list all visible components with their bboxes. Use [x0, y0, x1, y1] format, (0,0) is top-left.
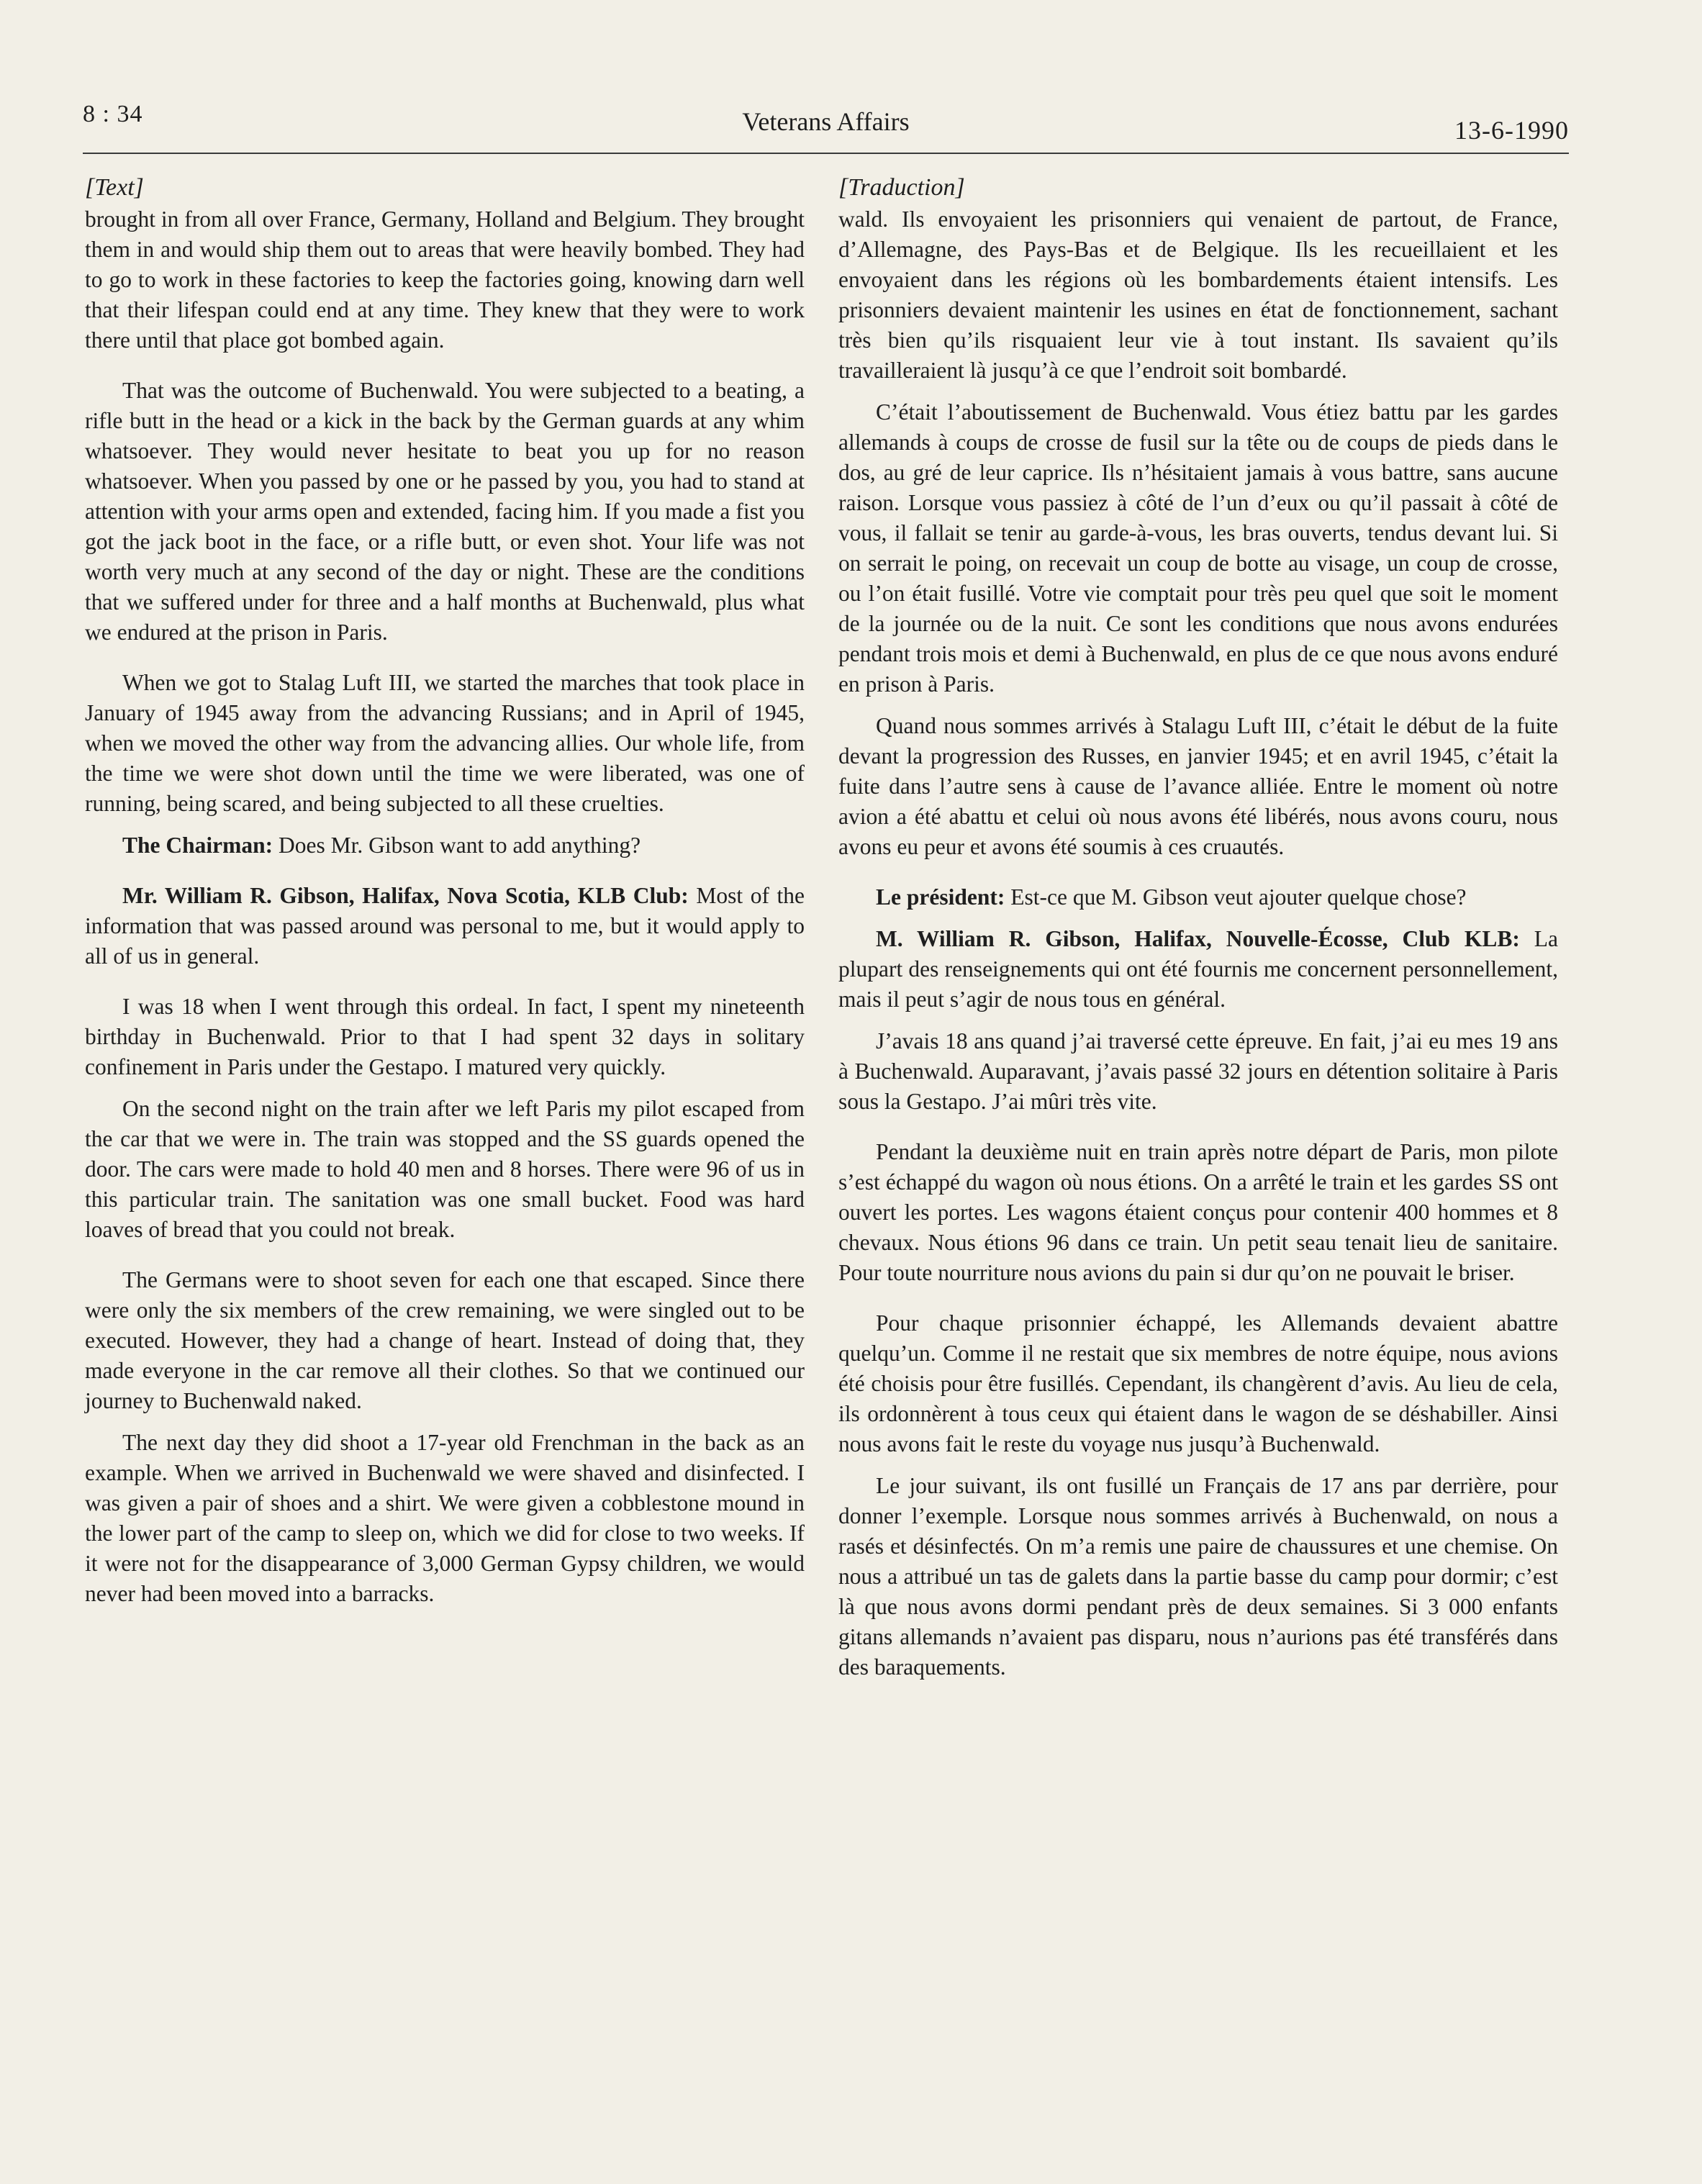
header-rule [83, 153, 1569, 154]
page-number: 8 : 34 [83, 101, 143, 127]
paragraph: I was 18 when I went through this ordeal. In fact, I spent my nineteenth birthday in Buchenwald. Prior to that I had spent 32 days in solitary confinement in Paris under the Gestapo. I matured very quickly. [85, 994, 805, 1079]
chairman-statement [838, 882, 1558, 912]
text-label: [Text] [85, 174, 144, 201]
english-column [85, 173, 805, 1609]
statement-text: Most of the information that was passed around was personal to me, but it would apply to all of us in general. [85, 883, 805, 969]
gibson-statement [85, 881, 805, 971]
paragraph: C’était l’aboutissement de Buchenwald. Vous étiez battu par les gardes allemands à coups de crosse de fusil sur la tête ou de coups de pieds dans le dos, au gré de leur caprice. Ils n’hésitaient jamais à vous battre, sans aucune raison. Lorsque vous passiez à côté de l’un d’eux ou qu’il passait à côté de vous, il fallait se tenir au garde-à-vous, les bras ouverts, tendus devant lui. Si on serrait le poing, on recevait un coup de botte au visage, un coup de crosse, ou l’on était fusillé. Votre vie comptait pour très peu quel que soit le moment de la journée ou de la nuit. Ce sont les conditions que nous avons endurées pendant trois mois et demi à Buchenwald, en plus de ce que nous avons enduré en prison à Paris. [838, 399, 1558, 697]
paragraph: J’avais 18 ans quand j’ai traversé cette épreuve. En fait, j’ai eu mes 19 ans à Buchenwald. Auparavant, j’avais passé 32 jours en détention solitaire à Paris sous la Gestapo. J’ai mûri très vite. [838, 1028, 1558, 1114]
paragraph: The next day they did shoot a 17-year old Frenchman in the back as an example. When we arrived in Buchenwald we were shaved and disinfected. I was given a pair of shoes and a shirt. We were given a cobblestone mound in the lower part of the camp to sleep on, which we did for close to two weeks. If it were not for the disappearance of 3,000 German Gypsy children, we would never had been moved into a barracks. [85, 1430, 805, 1606]
paragraph: Quand nous sommes arrivés à Stalagu Luft III, c’était le début de la fuite devant la progression des Russes, en janvier 1945; et en avril 1945, c’était la fuite dans l’autre sens à cause de l’avance alliée. Entre le moment où notre avion a été abattu et celui où nous avons été libérés, nous avons couru, nous avons eu peur et avons été soumis à ces cruautés. [838, 713, 1558, 859]
speaker-name: M. William R. Gibson, Halifax, Nouvelle-Écosse, Club KLB: [876, 926, 1520, 951]
paragraph: On the second night on the train after we left Paris my pilot escaped from the car that we were in. The train was stopped and the SS guards opened the door. The cars were made to hold 40 men and 8 horses. There were 96 of us in this particular train. The sanitation was one small bucket. Food was hard loaves of bread that you could not break. [85, 1096, 805, 1242]
publication-title: Veterans Affairs [742, 107, 910, 136]
speaker-name: Mr. William R. Gibson, Halifax, Nova Scotia, KLB Club: [122, 883, 689, 908]
translation-label: [Traduction] [838, 174, 965, 201]
statement-text: Est-ce que M. Gibson veut ajouter quelque chose? [1010, 884, 1467, 910]
statement-text: Does Mr. Gibson want to add anything? [279, 833, 641, 858]
chairman-statement [85, 830, 805, 861]
speaker-name: The Chairman: [122, 833, 273, 858]
paragraph: The Germans were to shoot seven for each one that escaped. Since there were only the six members of the crew remaining, we were singled out to be executed. However, they had a change of heart. Instead of doing that, they made everyone in the car remove all their clothes. So that we continued our journey to Buchenwald naked. [85, 1267, 805, 1413]
paragraph: When we got to Stalag Luft III, we started the marches that took place in January of 1945 away from the advancing Russians; and in April of 1945, when we moved the other way from the advancing allies. Our whole life, from the time we were shot down until the time we were liberated, was one of running, being scared, and being subjected to all these cruelties. [85, 670, 805, 816]
paragraph: Pendant la deuxième nuit en train après notre départ de Paris, mon pilote s’est échappé du wagon où nous étions. On a arrêté le train et les gardes SS ont ouvert les portes. Les wagons étaient conçus pour contenir 400 hommes et 8 chevaux. Nous étions 96 dans ce train. Un petit seau tenait lieu de sanitaire. Pour toute nourriture nous avions du pain si dur qu’on ne pouvait le briser. [838, 1139, 1558, 1285]
paragraph: Pour chaque prisonnier échappé, les Allemands devaient abattre quelqu’un. Comme il ne restait que six membres de notre équipe, nous avions été choisis pour être fusillés. Cependant, ils changèrent d’avis. Au lieu de cela, ils ordonnèrent à tous ceux qui étaient dans le wagon de se déshabiller. Ainsi nous avons fait le reste du voyage nus jusqu’à Buchenwald. [838, 1310, 1558, 1456]
french-column [838, 173, 1558, 1682]
speaker-name: Le président: [876, 884, 1005, 910]
paragraph: Le jour suivant, ils ont fusillé un Français de 17 ans par derrière, pour donner l’exemple. Lorsque nous sommes arrivés à Buchenwald, on nous a rasés et désinfectés. On m’a remis une paire de chaussures et une chemise. On nous a attribué un tas de galets dans la partie basse du camp pour dormir; c’est là que nous avons dormi pendant près de deux semaines. Si 3 000 enfants gitans allemands n’avaient pas disparu, nous n’aurions pas été transférés dans des baraquements. [838, 1473, 1558, 1680]
gibson-statement [838, 924, 1558, 1015]
paragraph: That was the outcome of Buchenwald. You were subjected to a beating, a rifle butt in the head or a kick in the back by the German guards at any whim whatsoever. They would never hesitate to beat you up for no reason whatsoever. When you passed by one or he passed by you, you had to stand at attention with your arms open and extended, facing him. If you made a fist you got the jack boot in the face, or a rifle butt, or even shot. Your life was not worth very much at any second of the day or night. These are the conditions that we suffered under for three and a half months at Buchenwald, plus what we endured at the prison in Paris. [85, 378, 805, 645]
statement-text: La plupart des renseignements qui ont été fournis me concernent personnellement, mais il peut s’agir de nous tous en général. [838, 926, 1558, 1012]
page-header [83, 101, 1569, 158]
session-date: 13-6-1990 [1454, 116, 1569, 145]
paragraph: brought in from all over France, Germany, Holland and Belgium. They brought them in and would ship them out to areas that were heavily bombed. They had to go to work in these factories to keep the factories going, knowing darn well that their lifespan could end at any time. They knew that they were to work there until that place got bombed again. [85, 207, 805, 353]
paragraph: wald. Ils envoyaient les prisonniers qui venaient de partout, de France, d’Allemagne, des Pays-Bas et de Belgique. Ils les recueillaient et les envoyaient dans les régions où les bombardements étaient intensifs. Les prisonniers devaient maintenir les usines en état de fonctionnement, sachant très bien qu’ils risquaient leur vie à tout instant. Ils savaient qu’ils travailleraient là jusqu’à ce que l’endroit soit bombardé. [838, 207, 1558, 383]
